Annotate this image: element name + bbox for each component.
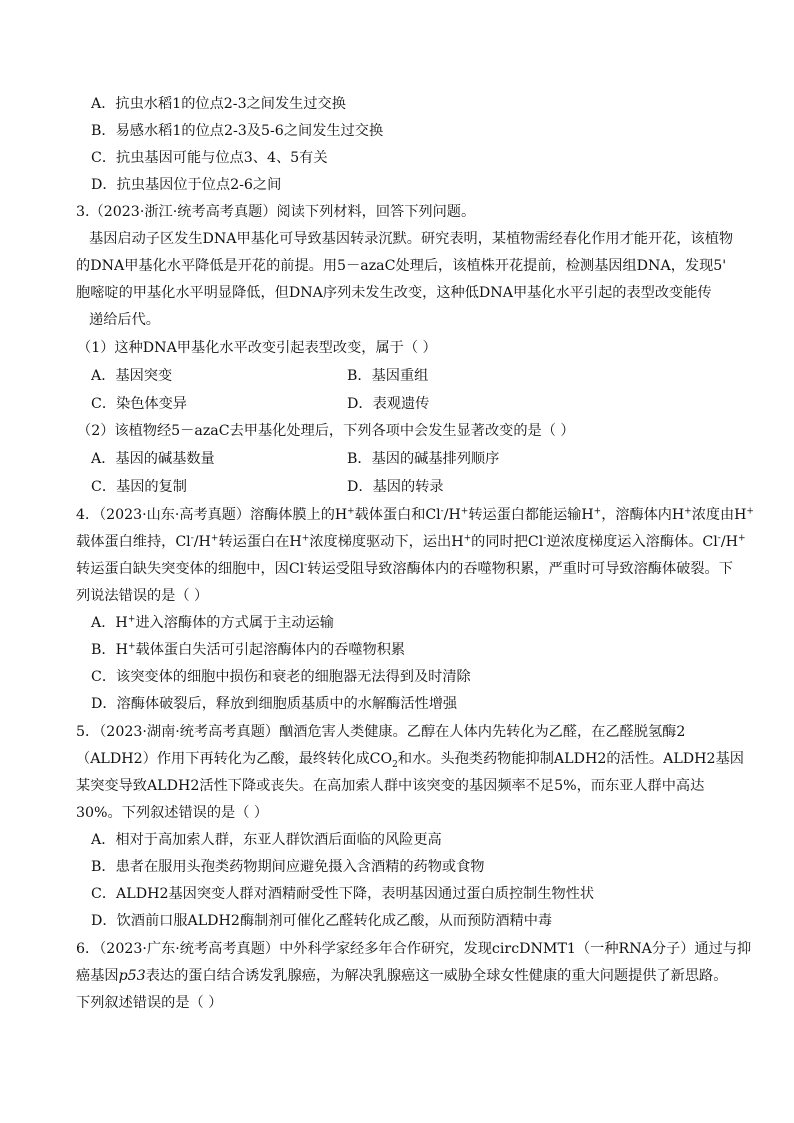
q5-option-c: C．ALDH2基因突变人群对酒精耐受性下降，表明基因通过蛋白质控制生物性状 (91, 886, 595, 902)
q3-material-line: 递给后代。 (89, 312, 160, 328)
q3-sub2-option-d: D．基因的转录 (347, 479, 444, 495)
q5-stem-line-4: 30%。下列叙述错误的是（ ） (76, 805, 269, 821)
q4-stem-line-3: 转运蛋白缺失突变体的细胞中，因Cl-转运受阻导致溶酶体内的吞噬物积累，严重时可导致溶酶体破裂。下 (76, 560, 733, 577)
q3-sub1-option-b: B．基因重组 (347, 368, 429, 384)
q6-stem-line-2: 癌基因p53表达的蛋白结合诱发乳腺癌，为解决乳腺癌这一威胁全球女性健康的重大问题提供了新思路。 (76, 968, 728, 984)
q5-option-b: B．患者在服用头孢类药物期间应避免摄入含酒精的药物或食物 (91, 859, 485, 875)
q3-material-line: 基因启动子区发生DNA甲基化可导致基因转录沉默。研究表明，某植物需经春化作用才能开花，该植物 (89, 231, 734, 247)
q2-option-a: A．抗虫水稻1的位点2-3之间发生过交换 (91, 96, 346, 112)
q3-sub1-stem: （1）这种DNA甲基化水平改变引起表型改变，属于（ ） (77, 340, 437, 356)
q3-sub1-option-a: A．基因突变 (91, 368, 173, 384)
q2-option-c: C．抗虫基因可能与位点3、4、5有关 (91, 150, 328, 166)
q3-sub1-option-c: C．染色体变异 (91, 396, 187, 412)
q5-stem-line-1: 5．（2023·湖南·统考高考真题）酗酒危害人类健康。乙醇在人体内先转化为乙醛，在乙醛脱氢酶2 (76, 724, 686, 740)
q6-stem-line-1: 6．（2023·广东·统考高考真题）中外科学家经多年合作研究，发现circDNMT1（一种RNA分子）通过与抑 (76, 941, 752, 957)
q4-option-d: D．溶酶体破裂后，释放到细胞质基质中的水解酶活性增强 (91, 696, 458, 712)
q3-sub2-stem: （2）该植物经5－azaC去甲基化处理后，下列各项中会发生显著改变的是（ ） (77, 423, 575, 439)
q5-stem-line-2: （ALDH2）作用下再转化为乙酸，最终转化成$CO_2$和水。头孢类药物能抑制ALDH2的活性。ALDH2基因 (76, 751, 744, 770)
q3-material-line: 的DNA甲基化水平降低是开花的前提。用5－azaC处理后，该植株开花提前，检测基因组DNA，发现5' (76, 258, 727, 274)
q4-stem-line-2: 载体蛋白维持，Cl-/H+转运蛋白在H+浓度梯度驱动下，运出H+的同时把Cl-逆浓度梯度运入溶酶体。Cl-/H+ (76, 533, 746, 550)
q6-stem-line-3: 下列叙述错误的是（ ） (76, 995, 223, 1011)
q2-option-d: D．抗虫基因位于位点2-6之间 (91, 177, 282, 193)
q5-option-d: D．饮酒前口服ALDH2酶制剂可催化乙醛转化成乙酸，从而预防酒精中毒 (91, 913, 553, 929)
q4-stem-line-1: 4．（2023·山东·高考真题）溶酶体膜上的H+载体蛋白和Cl-/H+转运蛋白都能运输H+，溶酶体内H+浓度由H+ (76, 506, 754, 523)
q4-option-c: C．该突变体的细胞中损伤和衰老的细胞器无法得到及时清除 (91, 669, 471, 685)
q3-stem: 3.（2023·浙江·统考高考真题）阅读下列材料，回答下列问题。 (76, 204, 476, 220)
q2-option-b: B．易感水稻1的位点2-3及5-6之间发生过交换 (91, 123, 384, 139)
q3-sub2-option-b: B．基因的碱基排列顺序 (347, 451, 500, 467)
q3-sub2-option-c: C．基因的复制 (91, 479, 187, 495)
q4-option-a: A．H+进入溶酶体的方式属于主动运输 (91, 614, 334, 631)
q4-option-b: B．H+载体蛋白失活可引起溶酶体内的吞噬物积累 (91, 641, 406, 658)
q5-stem-line-3: 某突变导致ALDH2活性下降或丧失。在高加索人群中该突变的基因频率不足5%，而东亚人群中高达 (76, 778, 705, 794)
q5-option-a: A．相对于高加索人群，东亚人群饮酒后面临的风险更高 (91, 832, 442, 848)
q3-material-line: 胞嘧啶的甲基化水平明显降低，但DNA序列未发生改变，这种低DNA甲基化水平引起的表型改变能传 (76, 285, 712, 301)
q3-sub1-option-d: D．表观遗传 (347, 396, 430, 412)
q4-stem-line-4: 列说法错误的是（ ） (76, 588, 209, 604)
q3-sub2-option-a: A．基因的碱基数量 (91, 451, 215, 467)
